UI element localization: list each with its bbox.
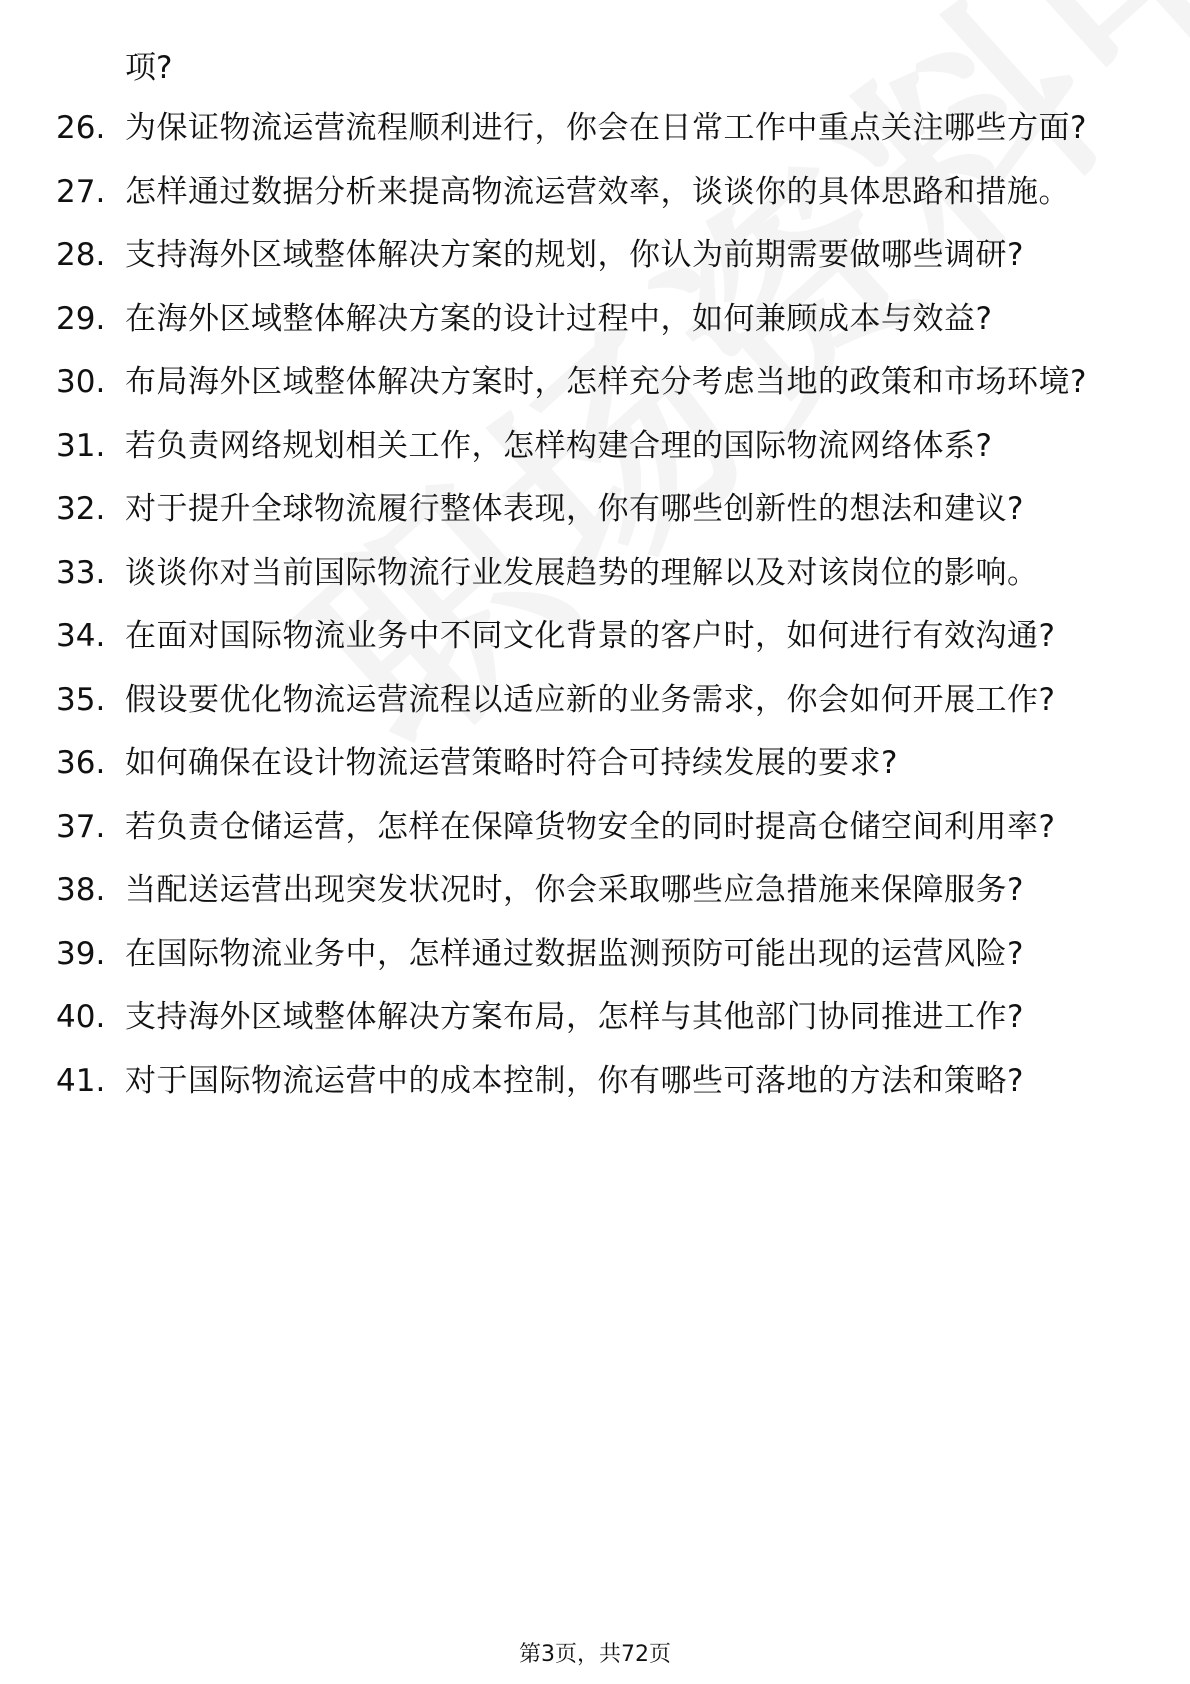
question-number: 38.: [56, 872, 106, 908]
question-number: 39.: [56, 935, 106, 972]
question-number: 37.: [56, 808, 106, 845]
question-item: [0, 616, 1105, 656]
question-item: [0, 870, 1105, 910]
question-list: [0, 108, 1190, 1124]
question-item: [0, 680, 1105, 720]
question-text: 支持海外区域整体解决方案布局，怎样与其他部门协同推进工作?: [125, 999, 1024, 1035]
question-text: 如何确保在设计物流运营策略时符合可持续发展的要求?: [125, 745, 898, 781]
question-text: 在国际物流业务中，怎样通过数据监测预防可能出现的运营风险?: [125, 935, 1024, 972]
question-number: 28.: [56, 237, 106, 273]
continued-question-text: 项?: [125, 50, 173, 86]
question-item: [0, 172, 1105, 212]
question-text: 怎样通过数据分析来提高物流运营效率，谈谈你的具体思路和措施。: [125, 173, 1070, 210]
question-text: 为保证物流运营流程顺利进行，你会在日常工作中重点关注哪些方面?: [125, 110, 1087, 146]
question-text: 对于国际物流运营中的成本控制，你有哪些可落地的方法和策略?: [125, 1062, 1024, 1099]
question-text: 当配送运营出现突发状况时，你会采取哪些应急措施来保障服务?: [125, 872, 1024, 908]
question-item: [0, 743, 1105, 783]
question-text: 谈谈你对当前国际物流行业发展趋势的理解以及对该岗位的影响。: [125, 554, 1039, 591]
question-item: [0, 299, 1105, 339]
question-number: 27.: [56, 173, 106, 210]
question-text: 布局海外区域整体解决方案时，怎样充分考虑当地的政策和市场环境?: [125, 364, 1087, 400]
question-number: 30.: [56, 364, 106, 400]
question-number: 33.: [56, 554, 106, 591]
question-text: 支持海外区域整体解决方案的规划，你认为前期需要做哪些调研?: [125, 237, 1024, 273]
question-text: 在面对国际物流业务中不同文化背景的客户时，如何进行有效沟通?: [125, 618, 1056, 654]
question-item: [0, 807, 1105, 847]
question-number: 26.: [56, 110, 106, 146]
question-text: 对于提升全球物流履行整体表现，你有哪些创新性的想法和建议?: [125, 491, 1024, 527]
question-number: 36.: [56, 745, 106, 781]
question-text: 假设要优化物流运营流程以适应新的业务需求，你会如何开展工作?: [125, 681, 1056, 718]
question-item: [0, 235, 1105, 275]
question-item: [0, 553, 1105, 593]
question-number: 29.: [56, 300, 106, 337]
question-item: [0, 934, 1105, 974]
question-number: 31.: [56, 427, 106, 464]
question-item: [0, 426, 1105, 466]
question-text: 若负责网络规划相关工作，怎样构建合理的国际物流网络体系?: [125, 427, 993, 464]
question-number: 32.: [56, 491, 106, 527]
question-number: 35.: [56, 681, 106, 718]
page-footer: 第3页，共72页: [519, 1642, 671, 1667]
question-item: [0, 362, 1105, 402]
question-number: 41.: [56, 1062, 106, 1099]
question-item: [0, 1061, 1105, 1101]
question-text: 若负责仓储运营，怎样在保障货物安全的同时提高仓储空间利用率?: [125, 808, 1056, 845]
question-item: [0, 108, 1105, 148]
question-item: [0, 997, 1105, 1037]
question-number: 40.: [56, 999, 106, 1035]
question-number: 34.: [56, 618, 106, 654]
question-text: 在海外区域整体解决方案的设计过程中，如何兼顾成本与效益?: [125, 300, 993, 337]
question-item: [0, 489, 1105, 529]
